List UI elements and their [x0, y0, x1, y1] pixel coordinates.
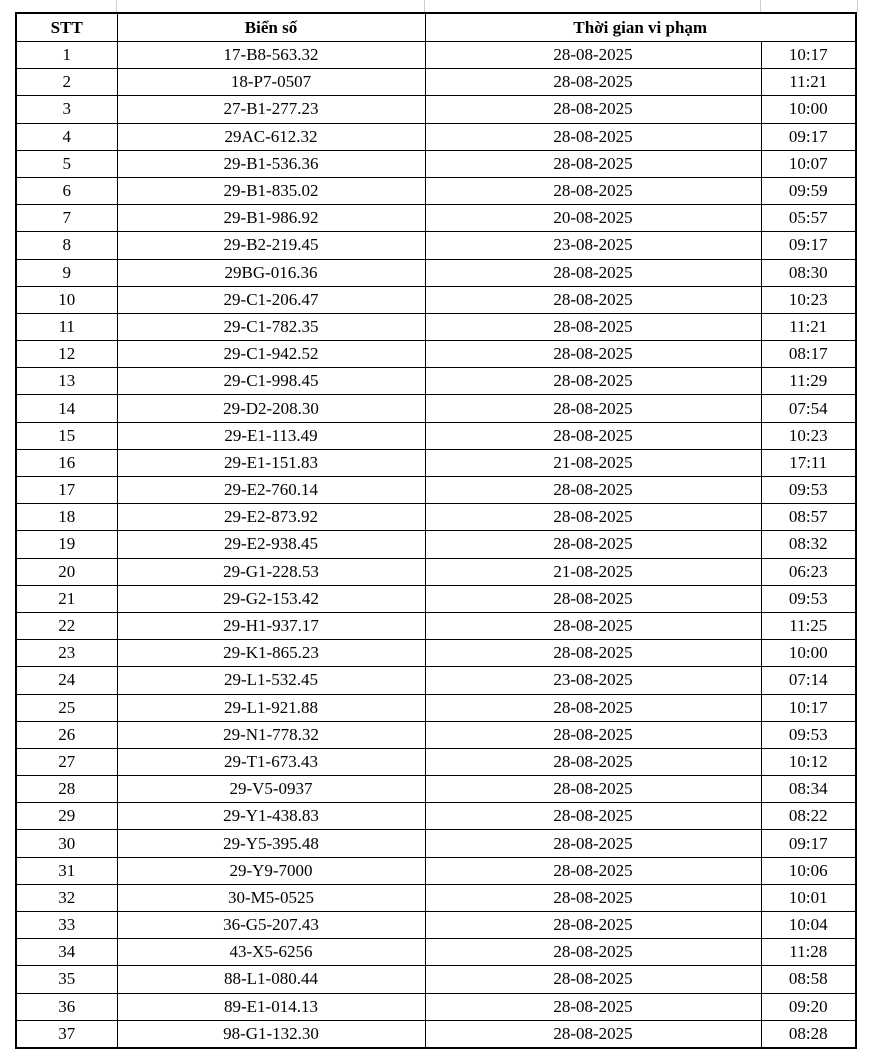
table-row [16, 96, 856, 123]
cell-time[interactable]: 10:17 [761, 694, 856, 721]
cell-date[interactable]: 28-08-2025 [425, 286, 761, 313]
cell-stt[interactable]: 3 [16, 96, 117, 123]
cell-time[interactable]: 05:57 [761, 205, 856, 232]
cell-stt[interactable]: 12 [16, 341, 117, 368]
cell-plate[interactable]: 29-B1-536.36 [117, 150, 425, 177]
cell-time[interactable]: 06:23 [761, 558, 856, 585]
cell-time[interactable]: 09:20 [761, 993, 856, 1020]
table-row [16, 123, 856, 150]
cell-stt[interactable]: 22 [16, 612, 117, 639]
cell-plate[interactable]: 18-P7-0507 [117, 69, 425, 96]
cell-date[interactable]: 28-08-2025 [425, 748, 761, 775]
cell-plate[interactable]: 29-T1-673.43 [117, 748, 425, 775]
header-violation-time[interactable]: Thời gian vi phạm [425, 13, 856, 42]
cell-time[interactable]: 07:54 [761, 395, 856, 422]
cell-date[interactable]: 28-08-2025 [425, 694, 761, 721]
cell-stt[interactable]: 13 [16, 368, 117, 395]
cell-time[interactable]: 09:53 [761, 721, 856, 748]
cell-date[interactable]: 28-08-2025 [425, 96, 761, 123]
cell-stt[interactable]: 31 [16, 857, 117, 884]
cell-time[interactable]: 08:57 [761, 504, 856, 531]
cell-time[interactable]: 11:25 [761, 612, 856, 639]
cell-plate[interactable]: 29BG-016.36 [117, 259, 425, 286]
cell-stt[interactable]: 33 [16, 912, 117, 939]
cell-stt[interactable]: 2 [16, 69, 117, 96]
cell-time[interactable]: 09:53 [761, 585, 856, 612]
cell-date[interactable]: 28-08-2025 [425, 341, 761, 368]
cell-stt[interactable]: 20 [16, 558, 117, 585]
cell-date[interactable]: 28-08-2025 [425, 585, 761, 612]
cell-plate[interactable]: 29-B1-835.02 [117, 177, 425, 204]
table-row [16, 748, 856, 775]
header-stt[interactable]: STT [16, 13, 117, 42]
cell-stt[interactable]: 10 [16, 286, 117, 313]
cell-stt[interactable]: 6 [16, 177, 117, 204]
cell-date[interactable]: 28-08-2025 [425, 477, 761, 504]
cell-stt[interactable]: 16 [16, 449, 117, 476]
cell-plate[interactable]: 29-V5-0937 [117, 776, 425, 803]
cell-stt[interactable]: 32 [16, 884, 117, 911]
table-row [16, 341, 856, 368]
table-row [16, 830, 856, 857]
cell-plate[interactable]: 29-Y5-395.48 [117, 830, 425, 857]
cell-time[interactable]: 17:11 [761, 449, 856, 476]
cell-plate[interactable]: 27-B1-277.23 [117, 96, 425, 123]
cell-date[interactable]: 28-08-2025 [425, 884, 761, 911]
cell-stt[interactable]: 37 [16, 1020, 117, 1048]
cell-plate[interactable]: 29-E1-151.83 [117, 449, 425, 476]
cell-plate[interactable]: 29-Y1-438.83 [117, 803, 425, 830]
cell-date[interactable]: 23-08-2025 [425, 232, 761, 259]
table-row [16, 395, 856, 422]
cell-time[interactable]: 08:58 [761, 966, 856, 993]
cell-stt[interactable]: 30 [16, 830, 117, 857]
table-row [16, 857, 856, 884]
table-row [16, 884, 856, 911]
cell-date[interactable]: 20-08-2025 [425, 205, 761, 232]
cell-date[interactable]: 28-08-2025 [425, 69, 761, 96]
table-row [16, 477, 856, 504]
cell-time[interactable]: 10:12 [761, 748, 856, 775]
cell-plate[interactable]: 29-K1-865.23 [117, 640, 425, 667]
cell-stt[interactable]: 29 [16, 803, 117, 830]
table-row [16, 667, 856, 694]
cell-date[interactable]: 28-08-2025 [425, 150, 761, 177]
cell-plate[interactable]: 29-L1-532.45 [117, 667, 425, 694]
table-row [16, 205, 856, 232]
cell-stt[interactable]: 24 [16, 667, 117, 694]
cell-date[interactable]: 28-08-2025 [425, 857, 761, 884]
table-row [16, 286, 856, 313]
cell-plate[interactable]: 98-G1-132.30 [117, 1020, 425, 1048]
table-row [16, 504, 856, 531]
table-row [16, 721, 856, 748]
cell-stt[interactable]: 34 [16, 939, 117, 966]
cell-stt[interactable]: 36 [16, 993, 117, 1020]
table-row [16, 640, 856, 667]
cell-stt[interactable]: 18 [16, 504, 117, 531]
cell-time[interactable]: 10:01 [761, 884, 856, 911]
table-row [16, 42, 856, 69]
cell-stt[interactable]: 21 [16, 585, 117, 612]
cell-stt[interactable]: 11 [16, 313, 117, 340]
cell-stt[interactable]: 7 [16, 205, 117, 232]
table-row [16, 585, 856, 612]
cell-stt[interactable]: 1 [16, 42, 117, 69]
table-body [16, 42, 856, 1048]
cell-stt[interactable]: 4 [16, 123, 117, 150]
cell-plate[interactable]: 29AC-612.32 [117, 123, 425, 150]
cell-date[interactable]: 28-08-2025 [425, 531, 761, 558]
cell-time[interactable]: 08:17 [761, 341, 856, 368]
table-row [16, 803, 856, 830]
cell-plate[interactable]: 29-C1-782.35 [117, 313, 425, 340]
cell-plate[interactable]: 29-E1-113.49 [117, 422, 425, 449]
cell-plate[interactable]: 29-E2-760.14 [117, 477, 425, 504]
cell-date[interactable]: 21-08-2025 [425, 449, 761, 476]
table-row [16, 177, 856, 204]
table-row [16, 368, 856, 395]
cell-stt[interactable]: 35 [16, 966, 117, 993]
table-row [16, 912, 856, 939]
cell-plate[interactable]: 29-C1-206.47 [117, 286, 425, 313]
cell-time[interactable]: 10:00 [761, 640, 856, 667]
cell-date[interactable]: 28-08-2025 [425, 504, 761, 531]
cell-plate[interactable]: 30-M5-0525 [117, 884, 425, 911]
cell-date[interactable]: 28-08-2025 [425, 803, 761, 830]
table-row [16, 313, 856, 340]
cell-time[interactable]: 10:06 [761, 857, 856, 884]
cell-stt[interactable]: 28 [16, 776, 117, 803]
table-row [16, 259, 856, 286]
table-row [16, 150, 856, 177]
cell-time[interactable]: 10:17 [761, 42, 856, 69]
cell-plate[interactable]: 29-Y9-7000 [117, 857, 425, 884]
table-row [16, 939, 856, 966]
cell-date[interactable]: 28-08-2025 [425, 259, 761, 286]
cell-stt[interactable]: 26 [16, 721, 117, 748]
cell-time[interactable]: 08:30 [761, 259, 856, 286]
table-row [16, 422, 856, 449]
cell-date[interactable]: 28-08-2025 [425, 993, 761, 1020]
cell-date[interactable]: 28-08-2025 [425, 123, 761, 150]
cell-date[interactable]: 28-08-2025 [425, 966, 761, 993]
cell-stt[interactable]: 25 [16, 694, 117, 721]
cell-date[interactable]: 28-08-2025 [425, 42, 761, 69]
cell-time[interactable]: 10:23 [761, 286, 856, 313]
cell-time[interactable]: 07:14 [761, 667, 856, 694]
cell-time[interactable]: 08:28 [761, 1020, 856, 1048]
cell-time[interactable]: 09:53 [761, 477, 856, 504]
cell-plate[interactable]: 29-C1-998.45 [117, 368, 425, 395]
cell-stt[interactable]: 9 [16, 259, 117, 286]
cell-plate[interactable]: 29-B2-219.45 [117, 232, 425, 259]
cell-date[interactable]: 28-08-2025 [425, 368, 761, 395]
cell-stt[interactable]: 5 [16, 150, 117, 177]
cell-time[interactable]: 10:23 [761, 422, 856, 449]
cell-plate[interactable]: 29-H1-937.17 [117, 612, 425, 639]
cell-date[interactable]: 28-08-2025 [425, 313, 761, 340]
table-row [16, 449, 856, 476]
table-header-row [16, 13, 856, 42]
table-row [16, 558, 856, 585]
cell-date[interactable]: 28-08-2025 [425, 395, 761, 422]
cell-plate[interactable]: 29-D2-208.30 [117, 395, 425, 422]
sheet-gridlines [0, 0, 870, 12]
cell-time[interactable]: 08:34 [761, 776, 856, 803]
table-row [16, 1020, 856, 1048]
cell-time[interactable]: 10:07 [761, 150, 856, 177]
cell-date[interactable]: 28-08-2025 [425, 177, 761, 204]
cell-date[interactable]: 28-08-2025 [425, 640, 761, 667]
cell-stt[interactable]: 17 [16, 477, 117, 504]
cell-time[interactable]: 09:17 [761, 830, 856, 857]
cell-plate[interactable]: 29-G1-228.53 [117, 558, 425, 585]
cell-time[interactable]: 11:21 [761, 313, 856, 340]
table-row [16, 776, 856, 803]
cell-plate[interactable]: 29-C1-942.52 [117, 341, 425, 368]
cell-stt[interactable]: 14 [16, 395, 117, 422]
table-row [16, 232, 856, 259]
cell-plate[interactable]: 88-L1-080.44 [117, 966, 425, 993]
cell-date[interactable]: 28-08-2025 [425, 912, 761, 939]
table-row [16, 69, 856, 96]
cell-stt[interactable]: 19 [16, 531, 117, 558]
cell-stt[interactable]: 23 [16, 640, 117, 667]
table-row [16, 694, 856, 721]
cell-plate[interactable]: 29-B1-986.92 [117, 205, 425, 232]
cell-plate[interactable]: 29-G2-153.42 [117, 585, 425, 612]
cell-plate[interactable]: 89-E1-014.13 [117, 993, 425, 1020]
cell-stt[interactable]: 8 [16, 232, 117, 259]
table-row [16, 966, 856, 993]
cell-date[interactable]: 28-08-2025 [425, 1020, 761, 1048]
violations-table [15, 12, 857, 1049]
cell-date[interactable]: 28-08-2025 [425, 721, 761, 748]
cell-time[interactable]: 10:04 [761, 912, 856, 939]
cell-date[interactable]: 28-08-2025 [425, 939, 761, 966]
cell-plate[interactable]: 29-E2-873.92 [117, 504, 425, 531]
cell-date[interactable]: 28-08-2025 [425, 612, 761, 639]
cell-date[interactable]: 28-08-2025 [425, 830, 761, 857]
cell-plate[interactable]: 17-B8-563.32 [117, 42, 425, 69]
cell-plate[interactable]: 43-X5-6256 [117, 939, 425, 966]
table-row [16, 993, 856, 1020]
cell-time[interactable]: 10:00 [761, 96, 856, 123]
table-row [16, 531, 856, 558]
cell-date[interactable]: 28-08-2025 [425, 776, 761, 803]
cell-plate[interactable]: 36-G5-207.43 [117, 912, 425, 939]
cell-time[interactable]: 09:17 [761, 123, 856, 150]
header-plate[interactable]: Biển số [117, 13, 425, 42]
cell-plate[interactable]: 29-L1-921.88 [117, 694, 425, 721]
cell-time[interactable]: 09:17 [761, 232, 856, 259]
cell-time[interactable]: 11:29 [761, 368, 856, 395]
cell-plate[interactable]: 29-N1-778.32 [117, 721, 425, 748]
cell-time[interactable]: 08:32 [761, 531, 856, 558]
cell-stt[interactable]: 15 [16, 422, 117, 449]
cell-time[interactable]: 08:22 [761, 803, 856, 830]
cell-date[interactable]: 21-08-2025 [425, 558, 761, 585]
cell-time[interactable]: 11:21 [761, 69, 856, 96]
cell-date[interactable]: 23-08-2025 [425, 667, 761, 694]
cell-stt[interactable]: 27 [16, 748, 117, 775]
cell-time[interactable]: 11:28 [761, 939, 856, 966]
cell-time[interactable]: 09:59 [761, 177, 856, 204]
table-row [16, 612, 856, 639]
cell-plate[interactable]: 29-E2-938.45 [117, 531, 425, 558]
cell-date[interactable]: 28-08-2025 [425, 422, 761, 449]
